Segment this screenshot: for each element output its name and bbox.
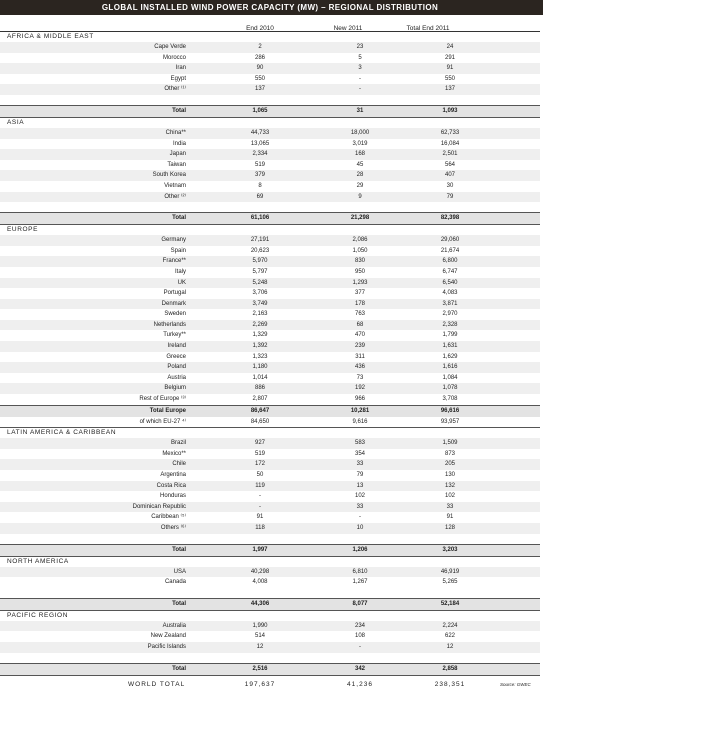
spacer <box>0 202 540 212</box>
cell-new-2011: 102 <box>354 493 366 500</box>
cell-new-2011: 31 <box>356 107 364 114</box>
cell-end-2010: 2,269 <box>252 321 268 328</box>
cell-total-end-2011: 550 <box>444 75 456 82</box>
cell-end-2010: 1,997 <box>252 546 268 553</box>
cell-end-2010: 927 <box>254 440 266 447</box>
table-row <box>0 288 540 299</box>
cell-end-2010: 519 <box>254 161 266 168</box>
cell-end-2010: 5,797 <box>252 268 268 275</box>
cell-total-end-2011: 1,616 <box>442 364 458 371</box>
row-label: India <box>172 140 186 147</box>
title-corner <box>540 0 543 15</box>
cell-total-end-2011: 132 <box>444 482 456 489</box>
row-label: China** <box>165 129 186 136</box>
cell-end-2010: 2,334 <box>252 151 268 158</box>
column-header-new-2011: New 2011 <box>333 25 363 32</box>
cell-total-end-2011: 205 <box>444 461 456 468</box>
row-label: France** <box>162 258 186 265</box>
cell-new-2011: 21,298 <box>350 215 370 222</box>
table-row <box>0 53 540 64</box>
cell-total-end-2011: 873 <box>444 450 456 457</box>
table-row <box>0 246 540 257</box>
cell-end-2010: 3,749 <box>252 300 268 307</box>
cell-new-2011: 830 <box>354 258 366 265</box>
table-title: GLOBAL INSTALLED WIND POWER CAPACITY (MW) – REGIONAL DISTRIBUTION <box>0 0 540 15</box>
row-label: Greece <box>166 353 186 360</box>
cell-total-end-2011: 30 <box>446 182 454 189</box>
row-label: Total <box>172 665 186 672</box>
table-row <box>0 481 540 492</box>
spacer <box>0 588 540 598</box>
cell-new-2011: 73 <box>356 374 364 381</box>
cell-new-2011: 1,206 <box>352 546 368 553</box>
table-row <box>0 352 540 363</box>
cell-new-2011: 763 <box>354 311 366 318</box>
cell-total-end-2011: 21,674 <box>440 247 460 254</box>
row-label: Mexico** <box>162 450 186 457</box>
row-label: Vietnam <box>164 182 186 189</box>
cell-end-2010: 44,733 <box>250 129 270 136</box>
cell-new-2011: 45 <box>356 161 364 168</box>
cell-total-end-2011: 46,919 <box>440 568 460 575</box>
row-label: Morocco <box>162 54 186 61</box>
region-total-row <box>0 213 540 224</box>
cell-end-2010: 12 <box>256 643 264 650</box>
cell-new-2011: 28 <box>356 172 364 179</box>
world-total-cell: 238,351 <box>434 680 466 688</box>
cell-end-2010: 44,306 <box>250 600 270 607</box>
cell-new-2011: 18,000 <box>350 129 370 136</box>
cell-new-2011: 950 <box>354 268 366 275</box>
cell-end-2010: 61,106 <box>250 215 270 222</box>
cell-new-2011: 9,616 <box>352 418 368 425</box>
table-row <box>0 341 540 352</box>
region-total-row <box>0 545 540 556</box>
cell-end-2010: 5,248 <box>252 279 268 286</box>
row-label: Argentina <box>160 472 186 478</box>
world-total-row <box>0 679 540 690</box>
cell-total-end-2011: 2,224 <box>442 622 458 629</box>
cell-end-2010: 50 <box>256 472 264 478</box>
table-row <box>0 362 540 373</box>
cell-new-2011: - <box>359 86 361 93</box>
row-label: Other ⁽²⁾ <box>164 193 186 200</box>
cell-end-2010: 1,323 <box>252 353 268 360</box>
cell-total-end-2011: 2,328 <box>442 321 458 328</box>
cell-end-2010: 86,647 <box>250 407 270 414</box>
row-label: Dominican Republic <box>132 503 186 510</box>
table-row <box>0 383 540 394</box>
cell-end-2010: 20,623 <box>250 247 270 254</box>
row-label: Rest of Europe ⁽³⁾ <box>139 396 186 403</box>
cell-new-2011: 583 <box>354 440 366 447</box>
cell-total-end-2011: 1,084 <box>442 374 458 381</box>
cell-total-end-2011: 5,265 <box>442 579 458 586</box>
row-label: Cape Verde <box>154 44 186 50</box>
cell-total-end-2011: 33 <box>446 503 454 510</box>
cell-new-2011: 1,267 <box>352 579 368 586</box>
table-row <box>0 84 540 95</box>
row-label: Italy <box>174 268 186 275</box>
cell-new-2011: 3,019 <box>352 140 368 147</box>
cell-total-end-2011: 82,398 <box>440 215 460 222</box>
cell-total-end-2011: 1,078 <box>442 385 458 392</box>
row-label: Brazil <box>170 440 186 447</box>
cell-end-2010: 119 <box>255 482 265 489</box>
cell-total-end-2011: 29,060 <box>440 237 460 244</box>
cell-total-end-2011: 96,616 <box>440 407 460 414</box>
cell-total-end-2011: 130 <box>444 472 456 478</box>
cell-new-2011: 470 <box>354 332 366 339</box>
row-label: Japan <box>169 151 186 158</box>
region-heading: LATIN AMERICA & CARIBBEAN <box>7 429 117 437</box>
cell-end-2010: 2,807 <box>252 396 268 403</box>
cell-new-2011: 3 <box>358 65 362 72</box>
cell-total-end-2011: 407 <box>444 172 456 179</box>
cell-end-2010: 514 <box>254 633 266 640</box>
cell-end-2010: 2,163 <box>252 311 268 318</box>
cell-new-2011: 6,810 <box>352 568 368 575</box>
row-label: Caribbean ⁽⁵⁾ <box>151 514 186 521</box>
cell-new-2011: 29 <box>356 182 364 189</box>
table-row <box>0 523 540 534</box>
cell-total-end-2011: 93,957 <box>440 418 460 425</box>
row-label: Turkey** <box>163 332 186 339</box>
cell-total-end-2011: 91 <box>446 65 454 72</box>
column-header-end-2010: End 2010 <box>246 25 274 32</box>
region-heading: NORTH AMERICA <box>7 557 69 565</box>
region-total-row <box>0 106 540 117</box>
cell-new-2011: - <box>359 514 361 521</box>
cell-end-2010: 2,516 <box>252 665 268 672</box>
cell-end-2010: 1,180 <box>252 364 268 371</box>
column-header-total-end-2011: Total End 2011 <box>406 25 450 32</box>
row-label: Chile <box>172 461 186 468</box>
table-row <box>0 235 540 246</box>
table-row <box>0 278 540 289</box>
cell-end-2010: 1,014 <box>252 374 268 381</box>
cell-new-2011: 342 <box>354 665 366 672</box>
cell-end-2010: 172 <box>254 461 266 468</box>
cell-end-2010: - <box>259 493 261 500</box>
source-note: Source: GWEC <box>500 681 531 687</box>
cell-end-2010: 40,298 <box>250 568 270 575</box>
cell-new-2011: 79 <box>356 472 364 478</box>
row-label: Netherlands <box>153 321 186 328</box>
cell-total-end-2011: 2,858 <box>442 665 458 672</box>
cell-end-2010: 27,191 <box>250 237 270 244</box>
cell-new-2011: 10 <box>356 524 364 531</box>
cell-total-end-2011: 6,747 <box>442 268 458 275</box>
table-row <box>0 256 540 267</box>
table-row <box>0 502 540 513</box>
spacer <box>0 534 540 544</box>
cell-total-end-2011: 3,871 <box>442 300 458 307</box>
row-label: Costa Rica <box>156 482 186 489</box>
cell-new-2011: 2,086 <box>352 237 368 244</box>
row-label: New Zealand <box>150 633 186 640</box>
cell-end-2010: 91 <box>256 514 264 521</box>
table-row <box>0 621 540 632</box>
cell-end-2010: 5,970 <box>252 258 268 265</box>
world-total-label: WORLD TOTAL <box>128 680 186 688</box>
cell-new-2011: 436 <box>354 364 366 371</box>
region-heading: ASIA <box>7 118 25 126</box>
row-label: Total Europe <box>149 407 186 414</box>
row-label: Total <box>172 600 186 607</box>
table-row <box>0 320 540 331</box>
cell-end-2010: 550 <box>254 75 266 82</box>
table-row <box>0 438 540 449</box>
cell-new-2011: - <box>359 75 361 82</box>
cell-new-2011: 1,050 <box>352 247 368 254</box>
row-label: Taiwan <box>167 161 186 168</box>
row-label: Germany <box>161 237 186 244</box>
cell-total-end-2011: 1,509 <box>442 440 458 447</box>
cell-total-end-2011: 12 <box>446 643 454 650</box>
cell-total-end-2011: 102 <box>444 493 456 500</box>
cell-new-2011: 10,281 <box>350 407 370 414</box>
cell-new-2011: 5 <box>358 54 362 61</box>
cell-total-end-2011: 137 <box>444 86 456 93</box>
table-row <box>0 267 540 278</box>
cell-total-end-2011: 3,708 <box>442 396 458 403</box>
row-label: Egypt <box>170 75 186 82</box>
cell-new-2011: 178 <box>354 300 366 307</box>
table-row <box>0 567 540 578</box>
row-label: Australia <box>162 622 186 629</box>
row-label: Pacific Islands <box>147 643 186 650</box>
region-heading: PACIFIC REGION <box>7 611 69 619</box>
row-label: Austria <box>167 374 186 381</box>
cell-total-end-2011: 128 <box>444 524 456 531</box>
region-subtotal-row <box>0 417 540 428</box>
region-total-row <box>0 664 540 675</box>
cell-new-2011: 192 <box>354 385 366 392</box>
row-label: Denmark <box>161 300 186 307</box>
table-row <box>0 299 540 310</box>
cell-new-2011: 33 <box>356 461 364 468</box>
cell-new-2011: 234 <box>354 622 366 629</box>
cell-new-2011: 168 <box>354 151 366 158</box>
table-row <box>0 74 540 85</box>
cell-total-end-2011: 2,970 <box>442 311 458 318</box>
table-row <box>0 42 540 53</box>
cell-new-2011: 8,077 <box>352 600 368 607</box>
cell-end-2010: 84,650 <box>250 418 270 425</box>
cell-total-end-2011: 291 <box>444 54 456 61</box>
cell-total-end-2011: 24 <box>446 44 454 50</box>
cell-end-2010: 1,329 <box>252 332 268 339</box>
cell-end-2010: 4,008 <box>252 579 268 586</box>
table-row <box>0 63 540 74</box>
cell-end-2010: 137 <box>254 86 266 93</box>
cell-end-2010: 286 <box>254 54 266 61</box>
cell-end-2010: 8 <box>258 182 262 189</box>
table-row <box>0 512 540 523</box>
cell-total-end-2011: 16,084 <box>440 140 460 147</box>
table-row <box>0 642 540 653</box>
region-total-row <box>0 406 540 417</box>
row-label: Spain <box>170 247 186 254</box>
row-label: Total <box>172 546 186 553</box>
row-label: Belgium <box>164 385 186 392</box>
row-label: Sweden <box>164 311 186 318</box>
row-label: Other ⁽¹⁾ <box>164 86 186 93</box>
cell-total-end-2011: 1,799 <box>442 332 458 339</box>
cell-end-2010: 13,065 <box>250 140 270 147</box>
cell-end-2010: 1,990 <box>252 622 268 629</box>
table-row <box>0 491 540 502</box>
cell-end-2010: 3,706 <box>252 290 268 297</box>
row-label: Canada <box>164 579 186 586</box>
row-label: Iran <box>175 65 186 72</box>
cell-total-end-2011: 2,501 <box>442 151 458 158</box>
cell-new-2011: 13 <box>356 482 364 489</box>
table-row <box>0 330 540 341</box>
row-label: Ireland <box>167 343 186 350</box>
cell-end-2010: 69 <box>256 193 264 200</box>
row-label: of which EU-27 ⁴⁾ <box>139 418 186 425</box>
cell-total-end-2011: 1,093 <box>442 107 458 114</box>
column-headers <box>0 15 540 31</box>
table-row <box>0 128 540 139</box>
cell-end-2010: - <box>259 503 261 510</box>
cell-new-2011: 377 <box>354 290 366 297</box>
cell-new-2011: 1,293 <box>352 279 368 286</box>
cell-end-2010: 519 <box>254 450 266 457</box>
cell-new-2011: 354 <box>354 450 366 457</box>
world-total-cell: 41,236 <box>347 680 373 688</box>
cell-end-2010: 118 <box>255 524 265 531</box>
cell-new-2011: 108 <box>354 633 366 640</box>
table-row <box>0 149 540 160</box>
cell-new-2011: 239 <box>354 343 366 350</box>
cell-total-end-2011: 1,629 <box>442 353 458 360</box>
cell-end-2010: 886 <box>254 385 266 392</box>
table-row <box>0 577 540 588</box>
table-row <box>0 160 540 171</box>
region-heading: EUROPE <box>7 226 39 234</box>
table-row <box>0 181 540 192</box>
world-total-cell: 197,637 <box>244 680 276 688</box>
row-label: UK <box>177 279 186 286</box>
table-row <box>0 309 540 320</box>
row-label: Portugal <box>163 290 186 297</box>
table-row <box>0 631 540 642</box>
cell-new-2011: 68 <box>356 321 364 328</box>
cell-new-2011: 311 <box>355 353 365 360</box>
table-row <box>0 470 540 481</box>
region-total-row <box>0 599 540 610</box>
row-label: South Korea <box>152 172 186 179</box>
cell-end-2010: 90 <box>256 65 264 72</box>
row-label: Honduras <box>159 493 186 500</box>
row-label: USA <box>173 568 186 575</box>
cell-end-2010: 1,065 <box>252 107 268 114</box>
row-label: Others ⁽⁶⁾ <box>160 524 186 531</box>
region-heading: AFRICA & MIDDLE EAST <box>7 33 94 40</box>
table-row <box>0 459 540 470</box>
cell-new-2011: 23 <box>356 44 364 50</box>
cell-end-2010: 1,392 <box>252 343 268 350</box>
cell-new-2011: 9 <box>358 193 362 200</box>
table-row <box>0 170 540 181</box>
cell-total-end-2011: 622 <box>444 633 456 640</box>
row-label: Total <box>172 215 186 222</box>
table-row <box>0 394 540 405</box>
row-label: Total <box>172 107 186 114</box>
cell-total-end-2011: 6,540 <box>442 279 458 286</box>
cell-end-2010: 379 <box>254 172 266 179</box>
cell-total-end-2011: 564 <box>444 161 456 168</box>
cell-total-end-2011: 3,203 <box>442 546 458 553</box>
cell-total-end-2011: 4,083 <box>442 290 458 297</box>
cell-new-2011: 966 <box>354 396 366 403</box>
spacer <box>0 653 540 663</box>
cell-new-2011: - <box>359 643 361 650</box>
spacer <box>0 95 540 105</box>
table-body <box>0 32 540 690</box>
cell-total-end-2011: 79 <box>446 193 454 200</box>
table-row <box>0 449 540 460</box>
cell-total-end-2011: 1,631 <box>442 343 458 350</box>
cell-total-end-2011: 91 <box>446 514 454 521</box>
cell-total-end-2011: 52,184 <box>440 600 460 607</box>
table-row <box>0 192 540 203</box>
cell-total-end-2011: 62,733 <box>440 129 460 136</box>
row-label: Poland <box>167 364 186 371</box>
cell-end-2010: 2 <box>258 44 262 50</box>
cell-new-2011: 33 <box>356 503 364 510</box>
table-row <box>0 139 540 150</box>
cell-total-end-2011: 6,800 <box>442 258 458 265</box>
table-row <box>0 373 540 384</box>
